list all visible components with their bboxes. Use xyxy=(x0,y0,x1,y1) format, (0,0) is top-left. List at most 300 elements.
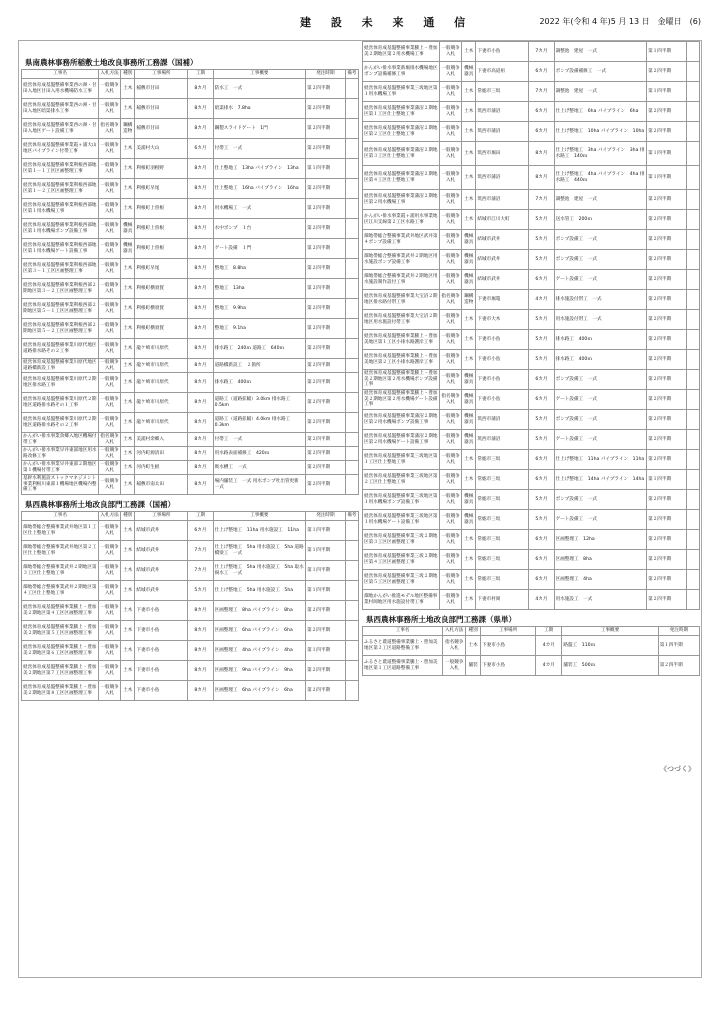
table-cell: 機械器具 xyxy=(462,490,476,510)
table-cell: 下妻市小島 xyxy=(135,641,188,661)
table-cell: 一般競争入札 xyxy=(99,521,121,541)
table-cell: 8カ月 xyxy=(188,299,213,319)
table-cell xyxy=(345,621,358,641)
table-cell: 経営体育成基盤整備事業蒲沼２期地区第３工区仕上整地工事 xyxy=(363,142,440,166)
table-cell: ゲート設備工 一式 xyxy=(554,390,647,410)
table-cell: 8カ月 xyxy=(188,359,213,373)
table-cell: 整地工 9.1ha xyxy=(213,319,306,339)
table-cell: 区画整理工 9ha パイプライン 9ha xyxy=(213,661,306,681)
table-cell: 機械器具 xyxy=(462,390,476,410)
table-cell: 第２四半期 xyxy=(306,179,346,199)
table-cell: 龍ケ崎市川原代 xyxy=(135,359,188,373)
table-cell xyxy=(345,239,358,259)
table-cell: 経営体育成基盤整備事業霞ヶ浦大山地区パイプライン付帯工事 xyxy=(22,139,99,159)
table-cell: 龍ケ崎市川原代 xyxy=(135,373,188,393)
table-cell: 土木 xyxy=(121,279,135,299)
table-cell: 経営体育成基盤整備事業騰上・豊加美２期地区第２用水機場工事 xyxy=(363,42,440,62)
table-cell: 土木 xyxy=(121,621,135,641)
table-cell: 土木 xyxy=(121,359,135,373)
table-row xyxy=(22,447,359,461)
table-cell: 用水施設工 一式 xyxy=(554,590,647,610)
table-cell: 一般競争入札 xyxy=(440,550,462,570)
table-cell: 5カ月 xyxy=(529,330,554,350)
table-cell xyxy=(345,561,358,581)
table-cell: 第２四半期 xyxy=(647,122,687,142)
table-cell: 結城市武井 xyxy=(135,521,188,541)
table-cell: 龍ケ崎市川原代 xyxy=(135,413,188,433)
table-cell: 6カ月 xyxy=(529,550,554,570)
table-cell: 一般競争入札 xyxy=(440,470,462,490)
column-header: 備考 xyxy=(345,70,358,79)
table-row xyxy=(363,470,700,490)
table-cell: 土木 xyxy=(462,350,476,370)
table-row xyxy=(363,190,700,210)
table-cell: 結城市武井 xyxy=(476,230,529,250)
table-cell: ポンプ設備工 一式 xyxy=(554,490,647,510)
table-cell: 利根町羽根野 xyxy=(135,159,188,179)
table-cell: 防水工 一式 xyxy=(213,79,306,99)
table-cell: 8カ月 xyxy=(188,179,213,199)
table-cell: 一般競争入札 xyxy=(440,250,462,270)
table-row xyxy=(363,102,700,122)
table-cell: 仕上げ整地工 5ha 用水施設工 5ha 取水揚水工 一式 xyxy=(213,561,306,581)
table-cell xyxy=(686,310,699,330)
table-cell: 8カ月 xyxy=(188,339,213,359)
table-cell: 経営体育成基盤整備事業川原代地区道路橋新設工事 xyxy=(22,359,99,373)
table-cell xyxy=(686,370,699,390)
table-row xyxy=(22,475,359,495)
table-cell xyxy=(686,350,699,370)
table-row xyxy=(363,490,700,510)
table-cell: 下妻市小島 xyxy=(476,330,529,350)
table-cell: 6カ月 xyxy=(529,390,554,410)
table-cell: 一般競争入札 xyxy=(440,82,462,102)
table-cell: ポンプ設備工 一式 xyxy=(554,230,647,250)
table-cell: 機械器具 xyxy=(462,270,476,290)
table-cell: 土木 xyxy=(462,570,476,590)
table-cell xyxy=(345,99,358,119)
table-cell xyxy=(345,279,358,299)
table-cell: 第２四半期 xyxy=(647,190,687,210)
table-cell: 6カ月 xyxy=(529,530,554,550)
table-cell: 付帯工 一式 xyxy=(213,139,306,159)
table-cell: 第２四半期 xyxy=(306,259,346,279)
table-cell: 一般競争入札 xyxy=(99,661,121,681)
table-cell: 常総市三坂 xyxy=(476,470,529,490)
table-cell: 経営体育成基盤整備事業騰上・豊加美２期地区第５工区区画整理工事 xyxy=(22,621,99,641)
table-cell: 一般競争入札 xyxy=(440,270,462,290)
table-cell: 下妻市高道祖 xyxy=(476,62,529,82)
table-cell: 排水路工 240ｍ 道路工 640ｍ xyxy=(213,339,306,359)
table-cell: 第２四半期 xyxy=(647,550,687,570)
table-cell: 8カ月 xyxy=(188,239,213,259)
table-cell: 土木 xyxy=(462,450,476,470)
table-row xyxy=(363,122,700,142)
table-cell: 5カ月 xyxy=(529,490,554,510)
table-cell: 結城市武井 xyxy=(135,561,188,581)
table-cell: 5カ月 xyxy=(529,210,554,230)
table-cell: 仕上げ整地工 11ha 用水施設工 11ha xyxy=(213,521,306,541)
table-row xyxy=(22,239,359,259)
table-cell: 一般競争入札 xyxy=(99,239,121,259)
table-cell: ゲート設備工 一式 xyxy=(554,270,647,290)
table-cell: 第２四半期 xyxy=(647,570,687,590)
table-row xyxy=(22,541,359,561)
table-cell: 仕上げ整地工 4ha パイプライン 4ha 排水路工 440ｍ xyxy=(554,166,647,190)
table-cell xyxy=(686,166,699,190)
table-cell: かんがい排水事業余郷入地区機場付帯工事 xyxy=(22,433,99,447)
table-cell: 第２四半期 xyxy=(647,390,687,410)
table-cell: 第２四半期 xyxy=(647,330,687,350)
column-header: 種別 xyxy=(121,512,135,521)
table-cell: 筑西市蒲沼 xyxy=(476,190,529,210)
table-cell: 常総市三坂 xyxy=(476,490,529,510)
table-cell: 8カ月 xyxy=(188,461,213,475)
table-cell xyxy=(345,541,358,561)
table-cell: 経営体育成基盤整備事業川原代２期地区道路排水路その１工事 xyxy=(22,393,99,413)
table-cell: 土木 xyxy=(121,139,135,159)
table-cell: 経営体育成基盤整備事業西の洲・甘田入地区甘田入用水機場防水工事 xyxy=(22,79,99,99)
table-cell: 一般競争入札 xyxy=(99,413,121,433)
table-cell: 8カ月 xyxy=(188,373,213,393)
table-cell: 第２四半期 xyxy=(306,447,346,461)
table-cell: 土木 xyxy=(121,373,135,393)
table-cell: 土木 xyxy=(121,641,135,661)
column-header: 工事概要 xyxy=(213,70,306,79)
table-cell: 付帯工 一式 xyxy=(213,433,306,447)
table-row xyxy=(22,393,359,413)
table-cell: 調整池 建屋 一式 xyxy=(554,82,647,102)
table-row xyxy=(363,430,700,450)
table-cell: 龍ケ崎市川原代 xyxy=(135,393,188,413)
table-cell: 仕上げ整地工 10ha パイプライン 10ha xyxy=(554,122,647,142)
table-cell: 土木 xyxy=(462,42,476,62)
table-row xyxy=(363,330,700,350)
table-cell: 利根町上曽根 xyxy=(135,219,188,239)
column-header: 入札方法 xyxy=(99,512,121,521)
table-cell: 稲敷市甘田 xyxy=(135,119,188,139)
column-header: 工事場所 xyxy=(135,512,188,521)
table-row xyxy=(22,581,359,601)
table-cell: 第１四半期 xyxy=(647,142,687,166)
table-cell: 畑地かんがい推進モデル地区整備事業村岡地区用水施設付帯工事 xyxy=(363,590,440,610)
table-cell: 仕上げ整地工 5ha 用水施設工 5ha xyxy=(213,581,306,601)
table-cell: 道路工（道路拡幅）3.0km 排水路工 0.5km xyxy=(213,393,306,413)
table-cell: 8カ月 xyxy=(188,259,213,279)
table-cell: 結城市武井 xyxy=(476,250,529,270)
table-cell: ゲート設備 １門 xyxy=(213,239,306,259)
table-cell xyxy=(345,319,358,339)
column-header: 備考 xyxy=(345,512,358,521)
table-cell: 経営体育成基盤整備事業騰上・豊加美２期地区第６工区区画整理工事 xyxy=(22,641,99,661)
table-row xyxy=(363,390,700,410)
table-cell: 一般競争入札 xyxy=(443,656,466,676)
table-cell: 筑西市蒲沼 xyxy=(476,166,529,190)
table-cell xyxy=(345,433,358,447)
table-cell: 経営体育成基盤整備事業騰上・豊加美２期地区第８工区区画整理工事 xyxy=(22,681,99,701)
table-cell: 仕上げ整地工 3ha パイプライン 3ha 排水路工 140ｍ xyxy=(554,142,647,166)
table-cell: 指名競争入札 xyxy=(440,390,462,410)
column-header: 工事場所 xyxy=(481,627,536,636)
table-cell xyxy=(345,661,358,681)
table-cell: 稲敷市甘田 xyxy=(135,79,188,99)
table-row xyxy=(363,270,700,290)
table-cell xyxy=(345,581,358,601)
table-cell: 土木 xyxy=(121,259,135,279)
table-cell: 第２四半期 xyxy=(647,410,687,430)
table-cell: 土木 xyxy=(121,413,135,433)
table-cell: 区画整理工 8ha パイプライン 8ha xyxy=(213,601,306,621)
table-cell: ポンプ設備補修工 一式 xyxy=(554,62,647,82)
table-cell: 一般競争入札 xyxy=(99,79,121,99)
table-cell: 第２四半期 xyxy=(647,350,687,370)
table-cell: 6カ月 xyxy=(529,62,554,82)
table-row xyxy=(363,62,700,82)
table-row xyxy=(363,290,700,310)
table-cell: かんがい排水事業早井東部２期地区第１機場付帯工事 xyxy=(22,461,99,475)
table-cell: 仕上げ整地工 6ha パイプライン 6ha xyxy=(554,102,647,122)
table-cell: 経営体育成基盤整備事業川原代地区道路排水路その２工事 xyxy=(22,339,99,359)
table-cell: 経営体育成基盤整備事業利根西部地区第１－２工区区画整理工事 xyxy=(22,179,99,199)
table-cell: 一般競争入札 xyxy=(99,219,121,239)
table-cell: 一般競争入札 xyxy=(440,450,462,470)
table-cell: 第２四半期 xyxy=(306,219,346,239)
table-cell: 美浦村大山 xyxy=(135,139,188,159)
table-cell: 一般競争入札 xyxy=(99,621,121,641)
table-cell: 5カ月 xyxy=(529,310,554,330)
section-title: 県西農林事務所土地改良部門工務課（国補） xyxy=(25,500,175,509)
project-table xyxy=(21,511,359,701)
table-cell: 土木 xyxy=(121,661,135,681)
column-header: 入札方法 xyxy=(99,70,121,79)
table-cell: 8カ月 xyxy=(188,681,213,701)
table-cell: 8カ月 xyxy=(188,79,213,99)
table-row xyxy=(22,461,359,475)
table-cell: 7カ月 xyxy=(188,561,213,581)
table-cell: 機械器具 xyxy=(462,370,476,390)
table-cell xyxy=(686,510,699,530)
table-cell xyxy=(686,270,699,290)
table-cell: 第２四半期 xyxy=(647,102,687,122)
project-table xyxy=(362,626,700,676)
table-cell: 土木 xyxy=(121,99,135,119)
table-cell: かんがい排水事業霞ヶ浦用水事業地区江川支線第２工区水路工事 xyxy=(363,210,440,230)
table-row xyxy=(363,166,700,190)
table-cell: 5カ月 xyxy=(529,230,554,250)
table-cell xyxy=(345,447,358,461)
table-cell: 4カ月 xyxy=(536,636,562,656)
table-cell: 土木 xyxy=(121,541,135,561)
table-cell: 常総市三坂 xyxy=(476,450,529,470)
page-header xyxy=(0,0,719,40)
table-cell: 6カ月 xyxy=(529,470,554,490)
table-cell: 一般競争入札 xyxy=(440,490,462,510)
table-cell: 土木 xyxy=(121,199,135,219)
table-cell: 美浦村余郷入 xyxy=(135,433,188,447)
table-cell: 筑西市蒲沼 xyxy=(476,102,529,122)
table-cell: 一般競争入札 xyxy=(440,210,462,230)
table-cell xyxy=(686,590,699,610)
table-cell xyxy=(686,42,699,62)
column-header: 種別 xyxy=(466,627,481,636)
section-title: 県南農林事務所稲敷土地改良事務所工務課（国補） xyxy=(25,58,198,67)
table-cell: 区画整理工 8ha xyxy=(554,550,647,570)
table-cell: 水中ポンプ １台 xyxy=(213,219,306,239)
table-cell: 畑地帯総合整備事業武井地区第１工区仕上整地工事 xyxy=(22,521,99,541)
table-cell: 一般競争入札 xyxy=(99,259,121,279)
table-cell: 路盤工 110ｍ xyxy=(562,636,658,656)
table-cell: 経営体育成基盤整備事業三坂地区第２工区仕上整地工事 xyxy=(363,470,440,490)
table-cell: 指名競争入札 xyxy=(100,434,119,445)
table-cell: 第１四半期 xyxy=(306,521,346,541)
table-cell: 第２四半期 xyxy=(306,339,346,359)
table-cell: 指名競争入札 xyxy=(99,119,121,139)
table-cell: 一般競争入札 xyxy=(99,581,121,601)
table-cell: 第２四半期 xyxy=(306,199,346,219)
right-column xyxy=(362,41,700,676)
table-cell: 区画整理工 6ha パイプライン 6ha xyxy=(213,621,306,641)
table-cell: 8カ月 xyxy=(188,159,213,179)
table-cell: 経営体育成基盤整備事業蒲沼２期地区第２用水機場ポンプ設備工事 xyxy=(363,410,440,430)
table-cell: 一般競争入札 xyxy=(100,448,119,459)
table-cell: 6カ月 xyxy=(529,102,554,122)
table-row xyxy=(22,561,359,581)
table-cell: 経営体育成基盤整備事業利根西部２期地区第３－２工区区画整理工事 xyxy=(22,279,99,299)
table-cell: 第２四半期 xyxy=(658,656,699,676)
table-cell: 一般競争入札 xyxy=(99,319,121,339)
table-cell: 一般競争入札 xyxy=(99,561,121,581)
table-cell xyxy=(345,681,358,701)
table-cell: 土木 xyxy=(462,102,476,122)
table-row xyxy=(22,299,359,319)
table-cell: 一般競争入札 xyxy=(99,601,121,621)
table-cell: 一般競争入札 xyxy=(99,373,121,393)
column-header: 種別 xyxy=(121,70,135,79)
table-cell: 土木 xyxy=(462,330,476,350)
table-cell: 結城市江川大町 xyxy=(476,210,529,230)
table-cell: 第１四半期 xyxy=(306,159,346,179)
table-cell: 機械器具 xyxy=(462,430,476,450)
table-cell: 下妻市小島 xyxy=(135,661,188,681)
table-cell: 道路工（道路拡幅）4.0km 排水路工 0.3km xyxy=(213,413,306,433)
table-cell: 経営体育成基盤整備事業三坂地区第１用水機場ポンプ設備工事 xyxy=(363,490,440,510)
table-cell: 第２四半期 xyxy=(647,510,687,530)
table-cell: 6カ月 xyxy=(529,450,554,470)
table-cell: 土木 xyxy=(121,433,135,447)
table-row xyxy=(363,550,700,570)
table-cell: 一般競争入札 xyxy=(440,330,462,350)
column-header: 工事概要 xyxy=(213,512,306,521)
table-cell: 経営体育成基盤整備事業利根西部地区第１用水機場ポンプ設備工事 xyxy=(22,219,99,239)
table-cell: 第２四半期 xyxy=(306,119,346,139)
table-cell: かんがい排水事業早井東部地区用水路改修工事 xyxy=(22,447,99,461)
table-cell: 排水路工 400ｍ xyxy=(213,373,306,393)
table-cell: 8カ月 xyxy=(529,142,554,166)
table-cell: 第１四半期 xyxy=(306,641,346,661)
table-cell: 土木 xyxy=(462,190,476,210)
table-cell: 第２四半期 xyxy=(306,319,346,339)
table-cell: 経営体育成基盤整備事業大宝沼２期地区用水施設付帯工事 xyxy=(363,310,440,330)
table-cell: 排水路工 400ｍ xyxy=(554,330,647,350)
table-header-row xyxy=(22,512,359,521)
table-cell: 第２四半期 xyxy=(306,601,346,621)
table-row xyxy=(363,530,700,550)
table-cell: 一般競争入札 xyxy=(100,462,119,473)
table-cell: 排水路工 400ｍ xyxy=(554,350,647,370)
table-cell: 第２四半期 xyxy=(306,681,346,701)
table-cell: 8カ月 xyxy=(188,413,213,433)
table-cell: 土木 xyxy=(462,470,476,490)
table-cell: 舗装 xyxy=(466,656,481,676)
table-cell xyxy=(345,179,358,199)
table-cell: 下妻市小島 xyxy=(481,656,536,676)
table-cell: 下妻市大木 xyxy=(476,310,529,330)
table-cell: 河内町源清田 xyxy=(135,447,188,461)
table-cell: 第２四半期 xyxy=(306,413,346,433)
table-cell xyxy=(345,359,358,373)
table-cell: 土木 xyxy=(121,179,135,199)
table-cell: 第２四半期 xyxy=(647,62,687,82)
table-cell: 常総市三坂 xyxy=(476,570,529,590)
table-cell: 第２四半期 xyxy=(306,79,346,99)
table-cell: 利根町上曽根 xyxy=(135,199,188,219)
table-row xyxy=(363,656,700,676)
table-cell: 経営体育成基盤整備事業三坂２期地区第５工区区画整理工事 xyxy=(363,570,440,590)
column-header: 工事場所 xyxy=(135,70,188,79)
table-cell xyxy=(345,79,358,99)
table-row xyxy=(363,350,700,370)
table-cell xyxy=(686,102,699,122)
table-cell: 土木 xyxy=(462,530,476,550)
table-cell xyxy=(686,530,699,550)
table-cell: 土木 xyxy=(121,581,135,601)
table-cell: 土木 xyxy=(462,82,476,102)
table-cell: ポンプ設備工 一式 xyxy=(554,370,647,390)
table-cell: 経営体育成基盤整備事業利根西部２期地区第５－１工区区画整理工事 xyxy=(22,299,99,319)
table-cell: 土木 xyxy=(121,339,135,359)
table-cell: 下妻市小島 xyxy=(476,370,529,390)
column-header: 工事概要 xyxy=(562,627,658,636)
table-cell xyxy=(686,450,699,470)
table-cell: 仕上整地工 16ha パイプライン 16ha xyxy=(213,179,306,199)
table-cell: 土木 xyxy=(462,590,476,610)
table-cell xyxy=(686,570,699,590)
table-cell: 利根町早尾 xyxy=(135,179,188,199)
table-cell: 機械器具 xyxy=(462,62,476,82)
table-cell: 利根町横須賀 xyxy=(135,279,188,299)
table-cell: 一般競争入札 xyxy=(99,159,121,179)
table-row xyxy=(363,42,700,62)
table-cell: 経営体育成基盤整備事業蒲沼２期地区第２用水機場工事 xyxy=(363,190,440,210)
table-cell: 下妻市小島 xyxy=(476,42,529,62)
table-cell: 一般競争入札 xyxy=(440,350,462,370)
table-cell: 一般競争入札 xyxy=(99,393,121,413)
table-cell: 整地工 9.9ha xyxy=(213,299,306,319)
table-cell: 送水管工 200ｍ xyxy=(554,210,647,230)
table-cell: 第２四半期 xyxy=(306,621,346,641)
table-cell: 第１四半期 xyxy=(647,470,687,490)
table-cell: 第２四半期 xyxy=(647,290,687,310)
table-cell xyxy=(345,219,358,239)
table-cell: 6カ月 xyxy=(188,139,213,159)
table-cell: 区画整理工 4ha パイプライン 4ha xyxy=(213,641,306,661)
table-cell: 5カ月 xyxy=(188,581,213,601)
table-row xyxy=(363,230,700,250)
table-cell: 経営体育成基盤整備事業利根西部地区第１－１工区区画整理工事 xyxy=(22,159,99,179)
table-cell xyxy=(686,142,699,166)
table-row xyxy=(363,450,700,470)
table-cell: 5カ月 xyxy=(529,410,554,430)
